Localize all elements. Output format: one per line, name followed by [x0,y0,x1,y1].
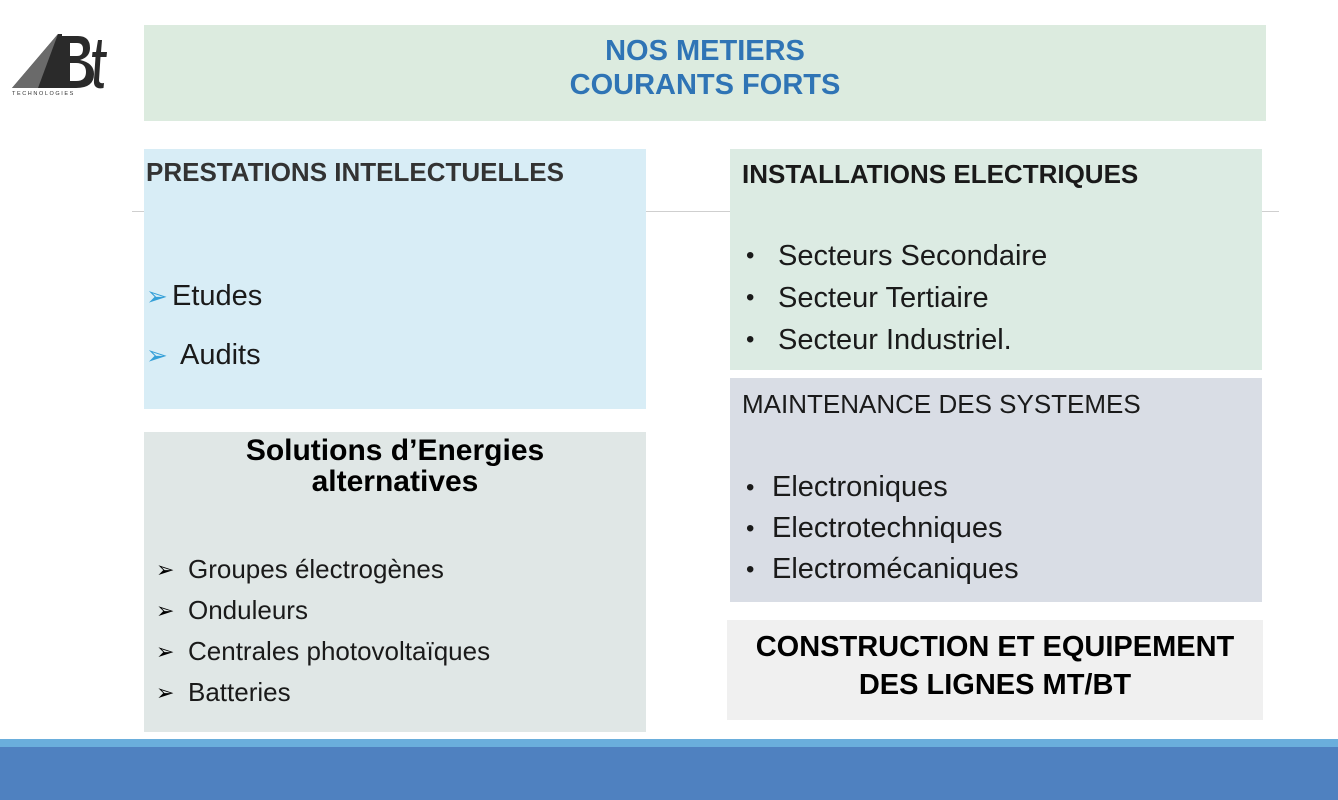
solutions-title-line1: Solutions d’Energies [245,434,545,467]
arrow-bullet-icon: ➢ [156,597,175,623]
bullet-icon: • [746,326,755,353]
list-item-label: Secteur Industriel. [778,323,1012,356]
footer-bar [0,747,1338,800]
arrow-bullet-icon: ➢ [146,340,168,370]
installations-title: INSTALLATIONS ELECTRIQUES [742,159,1139,189]
list-item-label: Centrales photovoltaïques [188,636,491,666]
list-item-label: Electrotechniques [772,512,1003,544]
maintenance-list [738,467,1019,590]
page-subtitle: COURANTS FORTS [569,69,841,101]
list-item-label: Secteur Tertiaire [778,281,989,314]
prestations-title: PRESTATIONS INTELECTUELLES [146,157,564,187]
list-item [156,672,490,713]
maintenance-panel [730,378,1262,602]
page-title: NOS METIERS [605,35,805,67]
solutions-list [156,549,490,713]
construction-title-line2: DES LIGNES MT/BT [858,669,1132,701]
page-title-banner [144,25,1266,121]
list-item [738,467,1019,508]
list-item [156,590,490,631]
list-item [738,508,1019,549]
construction-panel [727,620,1263,720]
maintenance-title: MAINTENANCE DES SYSTEMES [742,389,1141,419]
footer-stripe [0,739,1338,747]
arrow-bullet-icon: ➢ [146,281,168,311]
list-item-label: Audits [180,339,261,371]
list-item [156,549,490,590]
arrow-bullet-icon: ➢ [156,556,175,582]
list-item [146,267,262,326]
prestations-panel [144,149,646,409]
bullet-icon: • [746,555,755,583]
installations-panel [730,149,1262,370]
list-item [156,631,490,672]
list-item-label: Batteries [188,677,291,707]
solutions-title-line2: alternatives [311,465,479,498]
abt-logo-mark [8,30,108,92]
list-item [738,319,1047,361]
list-item [738,549,1019,590]
list-item-label: Electroniques [772,471,948,503]
list-item-label: Secteurs Secondaire [778,239,1048,272]
logo-subtitle: TECHNOLOGIES [12,91,75,97]
arrow-bullet-icon: ➢ [156,679,175,705]
list-item-label: Etudes [172,280,263,312]
construction-title-line1: CONSTRUCTION ET EQUIPEMENT [755,631,1235,663]
list-item-label: Electromécaniques [772,553,1019,585]
company-logo [8,30,108,100]
list-item-label: Onduleurs [188,595,308,625]
bullet-icon: • [746,473,755,501]
bullet-icon: • [746,514,755,542]
list-item-label: Groupes électrogènes [188,554,444,584]
installations-list [738,235,1047,361]
list-item [738,277,1047,319]
list-item [146,326,262,385]
prestations-list [146,267,262,385]
list-item [738,235,1047,277]
bullet-icon: • [746,242,755,269]
solutions-title [144,435,646,497]
solutions-panel [144,432,646,732]
arrow-bullet-icon: ➢ [156,638,175,664]
bullet-icon: • [746,284,755,311]
